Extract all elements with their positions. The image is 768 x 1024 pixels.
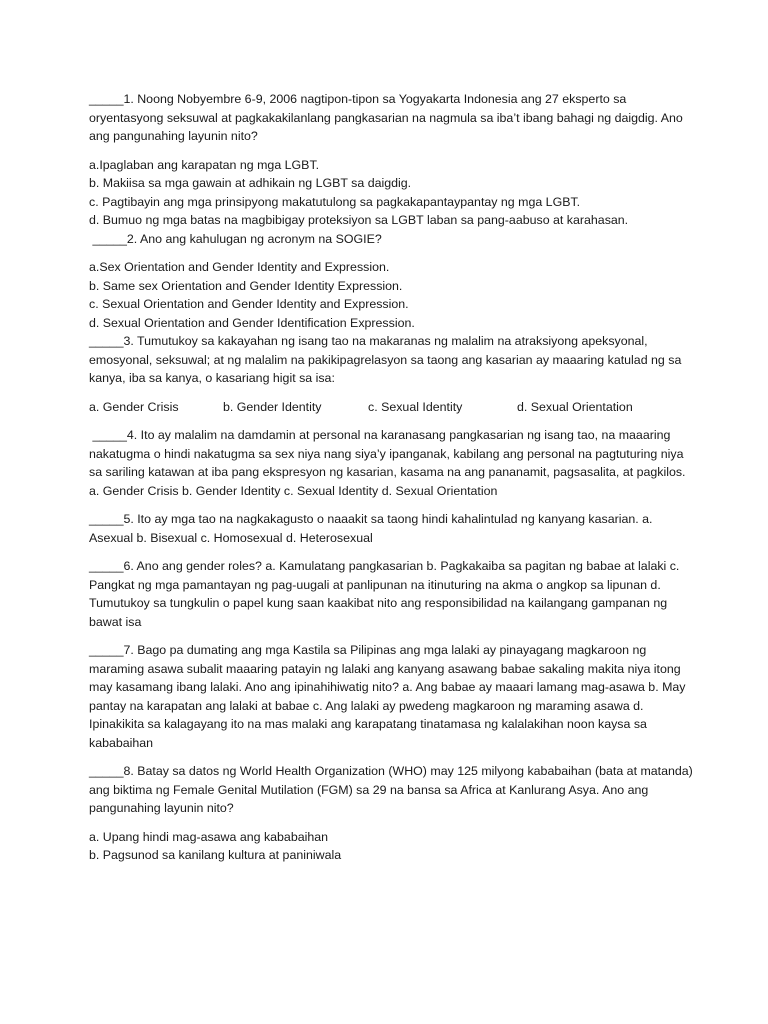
question-3-options <box>89 398 698 417</box>
option-c: c. Pagtibayin ang mga prinsipyong makatutulong sa pagkakapantaypantay ng mga LGBT. <box>89 194 581 209</box>
question-7 <box>89 641 698 752</box>
question-text: _____6. Ano ang gender roles? a. Kamulatang pangkasarian b. Pagkakaiba sa pagitan ng babae at lalaki c. Pangkat ng mga pamantayan ng pag-uugali at panlipunan na itinuturing na akma o angkop sa lipunan d. Tumutukoy sa tungkulin o papel kung saan kaakibat nito ang responsibilidad na kailangang gampanan ng bawat isa <box>89 559 680 629</box>
question-text: _____5. Ito ay mga tao na nagkakagusto o naaakit sa taong hindi kahalintulad ng kanyang kasarian. a. Asexual b. Bisexual c. Homosexual d. Heterosexual <box>89 512 653 545</box>
option-a: a.Sex Orientation and Gender Identity and Expression. <box>89 260 390 274</box>
question-8-options <box>89 828 698 865</box>
question-6 <box>89 557 698 631</box>
question-text: _____2. Ano ang kahulugan ng acronym na SOGIE? <box>89 231 382 246</box>
question-5 <box>89 510 698 547</box>
question-1 <box>89 90 698 146</box>
option-d: d. Sexual Orientation <box>517 399 633 414</box>
option-d: d. Bumuo ng mga batas na magbibigay proteksiyon sa LGBT laban sa pang-aabuso at karahasan. <box>89 213 629 227</box>
option-b: b. Pagsunod sa kanilang kultura at paniniwala <box>89 848 342 862</box>
question-3 <box>89 332 698 388</box>
option-d: d. Sexual Orientation and Gender Identification Expression. <box>89 315 415 330</box>
question-text: _____7. Bago pa dumating ang mga Kastila sa Pilipinas ang mga lalaki ay pinayagang magkaroon ng maraming asawa subalit maaaring patayin ng lalaki ang kanyang asawang babae sakaling makita niya itong may kasamang ibang lalaki. Ano ang ipinahihiwatig nito? a. Ang babae ay maaari lamang mag-asawa b. May pantay na karapatan ang lalaki at babae c. Ang lalaki ay pwedeng magkaroon ng maraming asawa d. Ipinakikita sa kalagayang ito na mas malaki ang karapatang tinatamasa ng kalalakihan noon kaysa sa kababaihan <box>89 643 686 750</box>
option-c: c. Sexual Identity <box>368 399 463 414</box>
question-2-options <box>89 258 698 332</box>
option-b: b. Gender Identity <box>223 399 322 414</box>
question-text: _____1. Noong Nobyembre 6-9, 2006 nagtipon-tipon sa Yogyakarta Indonesia ang 27 eksperto sa oryentasyong seksuwal at pagkakakilanlang pangkasarian na nagmula sa iba’t ibang bahagi ng daigdig. Ano ang pangunahing layunin nito? <box>89 92 683 143</box>
option-a: a.Ipaglaban ang karapatan ng mga LGBT. <box>89 157 320 172</box>
question-4 <box>89 426 698 500</box>
question-text: _____3. Tumutukoy sa kakayahan ng isang tao na makaranas ng malalim na atraksiyong apeksyonal, emosyonal, seksuwal; at ng malalim na pakikipagrelasyon sa taong ang kasarian ay maaaring katulad ng sa kanya, iba sa kanya, o kasariang higit sa isa: <box>89 334 682 385</box>
question-1-options <box>89 156 698 230</box>
option-b: b. Same sex Orientation and Gender Identity Expression. <box>89 278 403 293</box>
option-a: a. Upang hindi mag-asawa ang kababaihan <box>89 829 329 844</box>
option-a: a. Gender Crisis <box>89 399 179 414</box>
question-text: _____8. Batay sa datos ng World Health Organization (WHO) may 125 milyong kababaihan (bata at matanda) ang biktima ng Female Genital Mutilation (FGM) sa 29 na bansa sa Africa at Kanlurang Asya. Ano ang pangunahing layunin nito? <box>89 764 693 815</box>
question-2 <box>89 230 698 249</box>
question-8 <box>89 762 698 818</box>
option-b: b. Makiisa sa mga gawain at adhikain ng LGBT sa daigdig. <box>89 176 412 190</box>
question-text: _____4. Ito ay malalim na damdamin at personal na karanasang pangkasarian ng isang tao, na maaaring nakatugma o hindi nakatugma sa sex niya nang siya’y ipanganak, kabilang ang personal na pagtuturing niya sa sariling katawan at iba pang ekspresyon ng kasarian, kasama na ang pananamit, pagsasalita, at pagkilos. a. Gender Crisis b. Gender Identity c. Sexual Identity d. Sexual Orientation <box>89 428 689 498</box>
option-c: c. Sexual Orientation and Gender Identity and Expression. <box>89 297 409 311</box>
